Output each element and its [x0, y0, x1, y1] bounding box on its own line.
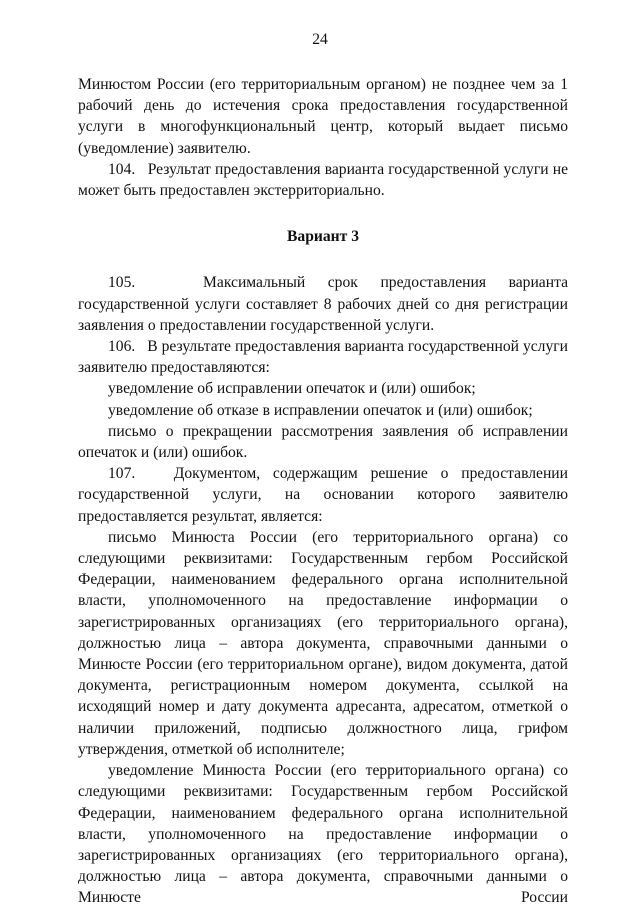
letter-requisites-paragraph: письмо Минюста России (его территориального органа) со следующими реквизитами: Государственным гербом Российской Федерации, наименованием федерального органа исполнительной власти, уполномоченного на предоставление информации о зарегистрированных организациях (его территориального органа), должностью лица – автора документа, справочными данными о Минюсте России (его территориальном органе), видом документа, датой документа, регистрационным номером документа, ссылкой на исходящий номер и дату документа адресанта, адресатом, отметкой о наличии приложений, подписью должностного лица, грифом утверждения, отметкой об исполнителе;: [78, 528, 568, 758]
page-number: 24: [312, 31, 328, 48]
paragraph-106: 106. В результате предоставления варианта государственной услуги заявителю предоставляются:: [78, 338, 568, 377]
intro-paragraph: Минюстом России (его территориальным органом) не позднее чем за 1 рабочий день до истечения срока предоставления государственной услуги в многофункциональный центр, который выдает письмо (уведомление) заявителю.: [78, 76, 568, 157]
paragraph-107: 107. Документом, содержащим решение о предоставлении государственной услуги, на основании которого заявителю предоставляется результат, является:: [78, 465, 568, 525]
list-item: уведомление об исправлении опечаток и (или) ошибок;: [108, 380, 476, 398]
list-item: письмо о прекращении рассмотрения заявления об исправлении опечаток и (или) ошибок.: [78, 422, 568, 462]
document-body: [78, 74, 568, 909]
section-heading: Вариант 3: [287, 228, 359, 246]
list-item: уведомление об отказе в исправлении опечаток и (или) ошибок;: [108, 401, 533, 419]
paragraph-104: 104. Результат предоставления варианта государственной услуги не может быть предоставлен экстерриториально.: [78, 160, 568, 200]
notice-requisites-paragraph: уведомление Минюста России (его территориального органа) со следующими реквизитами: Государственным гербом Российской Федерации, наименованием федерального органа исполнительной власти, уполномоченного на предоставление информации о зарегистрированных организациях (его территориального органа), должностью лица – автора документа, справочными данными о Минюсте России: [78, 762, 568, 907]
paragraph-105: 105. Максимальный срок предоставления варианта государственной услуги составляет 8 рабочих дней со дня регистрации заявления о предоставлении государственной услуги.: [78, 274, 568, 334]
